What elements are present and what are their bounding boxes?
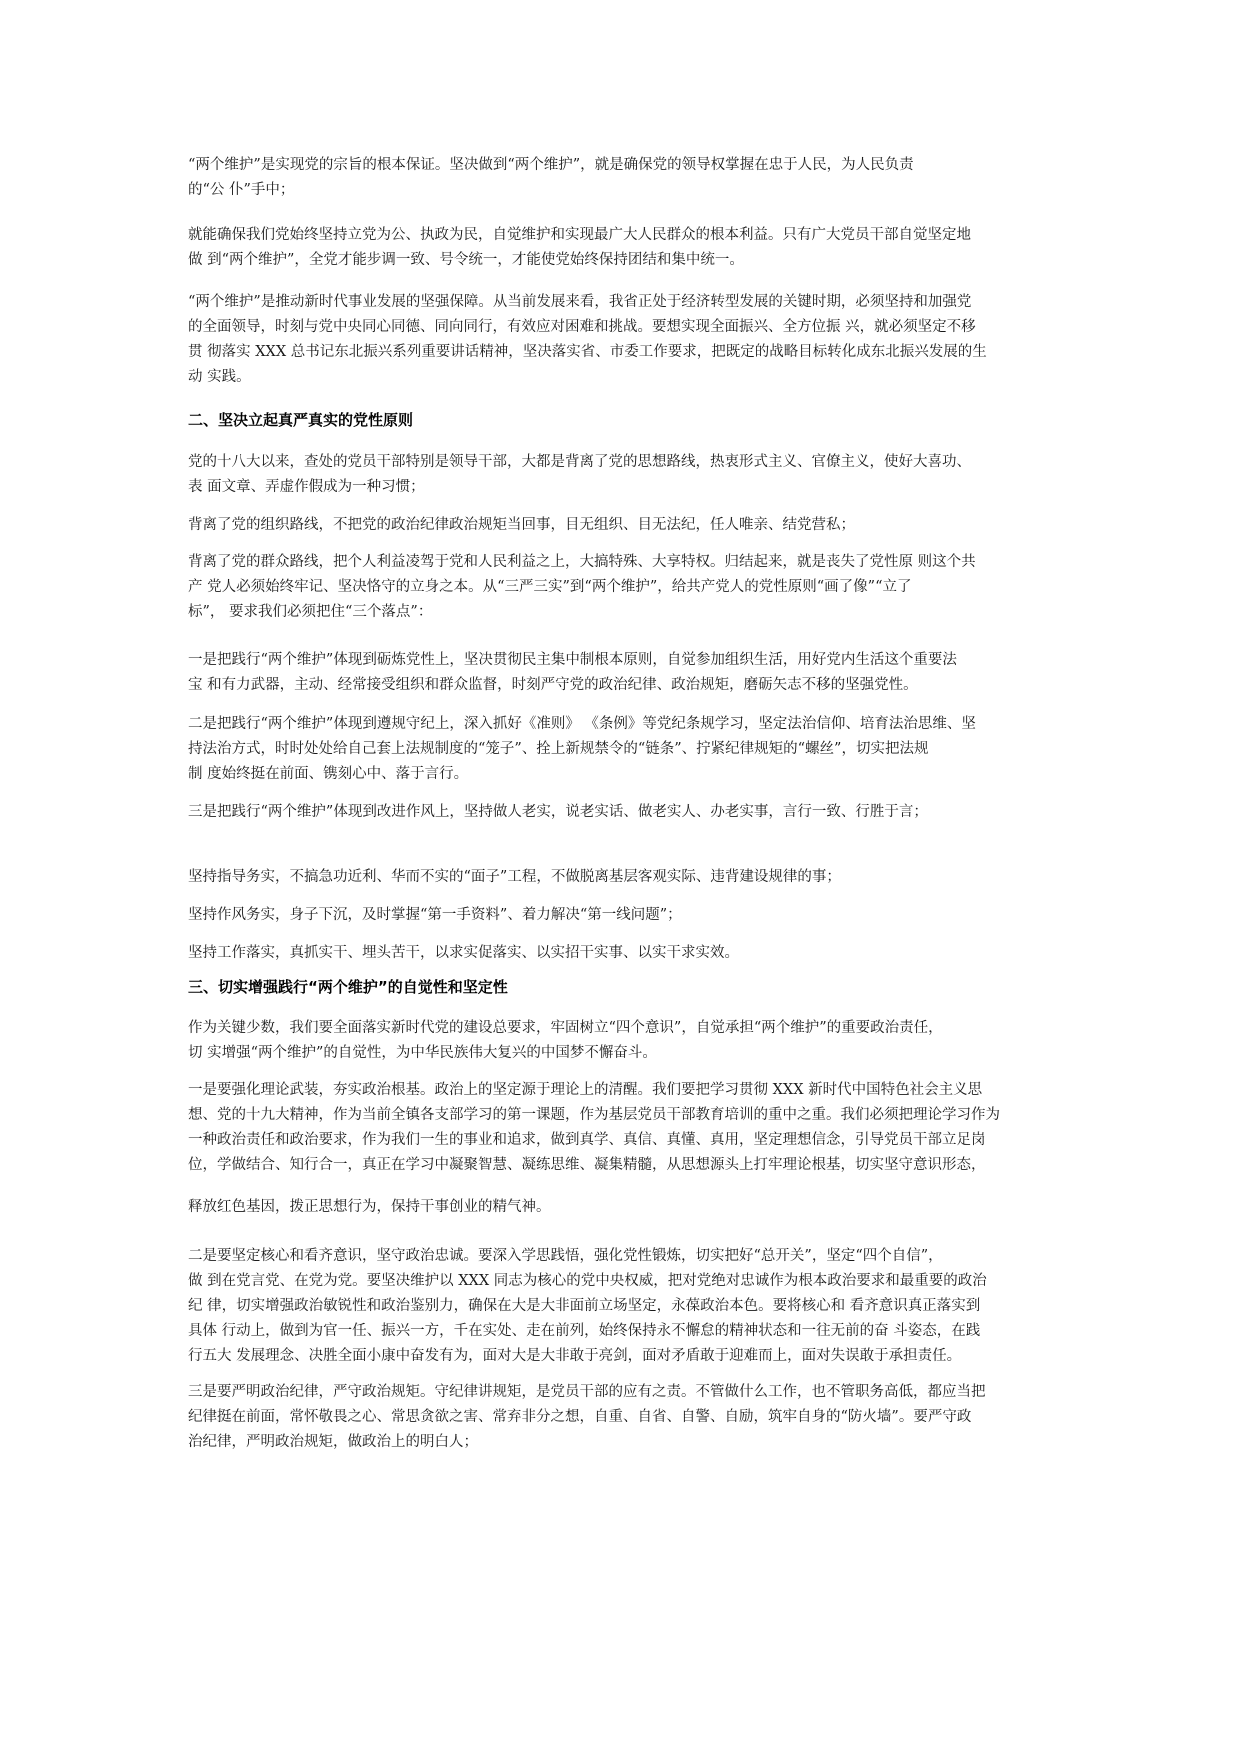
- paragraph: 背离了党的组织路线，不把党的政治纪律政治规矩当回事，目无组织、目无法纪，任人唯亲、结党营私；: [188, 517, 855, 533]
- paragraph: 坚持作风务实，身子下沉，及时掌握“第一手资料”、着力解决“第一线问题”；: [188, 907, 682, 923]
- paragraph: 坚持工作落实，真抓实干、埋头苦干，以求实促落实、以实招干实事、以实干求实效。: [188, 945, 739, 961]
- paragraph: 一是要强化理论武装，夯实政治根基。政治上的坚定源于理论上的清醒。我们要把学习贯彻 XXX 新时代中国特色社会主义思 想、党的十九大精神，作为当前全镇各支部学习的第一课题，作为基层党员干部教育培训的重中之重。我们必须把理论学习作为 一种政治责任和政治要求，作为我们一生的事业和追求，做到真学、真信、真懂、真用，坚定理想信念，引导党员干部立足岗 位，学做结合、知行合一，真正在学习中凝聚智慧、凝练思维、凝集精髓，从思想源头上打牢理论根基，切实坚守意识形态，: [188, 1082, 1000, 1173]
- paragraph: 就能确保我们党始终坚持立党为公、执政为民，自觉维护和实现最广大人民群众的根本利益。只有广大党员干部自觉坚定地 做 到“两个维护”，全党才能步调一致、号令统一，才能使党始终保持团结和集中统一。: [188, 227, 971, 268]
- paragraph: 释放红色基因，拨正思想行为，保持干事创业的精气神。: [188, 1199, 551, 1215]
- paragraph: 坚持指导务实，不搞急功近利、华而不实的“面子”工程，不做脱离基层客观实际、违背建设规律的事；: [188, 869, 841, 885]
- paragraph: 作为关键少数，我们要全面落实新时代党的建设总要求，牢固树立“四个意识”，自觉承担“两个维护”的重要政治责任， 切 实增强“两个维护”的自觉性，为中华民族伟大复兴的中国梦不懈奋斗。: [188, 1020, 943, 1061]
- paragraph: 二是要坚定核心和看齐意识，坚守政治忠诚。要深入学思践悟，强化党性锻炼，切实把好“总开关”，坚定“四个自信”， 做 到在党言党、在党为党。要坚决维护以 XXX 同志为核心的党中央权威，把对党绝对忠诚作为根本政治要求和最重要的政治 纪 律，切实增强政治敏锐性和政治鉴别力，确保在大是大非面前立场坚定，永葆政治本色。要将核心和 看齐意识真正落实到 具体 行动上，做到为官一任、振兴一方，千在实处、走在前列，始终保持永不懈怠的精神状态和一往无前的奋 斗姿态，在践 行五大 发展理念、决胜全面小康中奋发有为，面对大是大非敢于亮剑，面对矛盾敢于迎难而上，面对失误敢于承担责任。: [188, 1248, 987, 1364]
- paragraph: 二是把践行“两个维护”体现到遵规守纪上，深入抓好《准则》 《条例》等党纪条规学习，坚定法治信仰、培育法治思维、坚 持法治方式，时时处处给自己套上法规制度的“笼子”、拴上新规禁令的“链条”、拧紧纪律规矩的“螺丝”，切实把法规 制 度始终挺在前面、镌刻心中、落于言行。: [188, 716, 976, 782]
- section-heading: 三、切实增强践行“两个维护”的自觉性和坚定性: [188, 978, 508, 996]
- paragraph: “两个维护”是推动新时代事业发展的坚强保障。从当前发展来看，我省正处于经济转型发展的关键时期，必须坚持和加强党 的全面领导，时刻与党中央同心同德、同向同行，有效应对困难和挑战。要想实现全面振兴、全方位振 兴，就必须坚定不移 贯 彻落实 XXX 总书记东北振兴系列重要讲话精神，坚决落实省、市委工作要求，把既定的战略目标转化成东北振兴发展的生 动 实践。: [188, 294, 987, 385]
- paragraph: 背离了党的群众路线，把个人利益凌驾于党和人民利益之上，大搞特殊、大享特权。归结起来，就是丧失了党性原 则这个共 产 党人必须始终牢记、坚决恪守的立身之本。从“三严三实”到“两个维护”，给共产党人的党性原则“画了像”“立了 标”， 要求我们必须把住“三个落点”：: [188, 554, 976, 620]
- paragraph: 三是把践行“两个维护”体现到改进作风上，坚持做人老实，说老实话、做老实人、办老实事，言行一致、行胜于言；: [188, 804, 928, 820]
- paragraph: “两个维护”是实现党的宗旨的根本保证。坚决做到“两个维护”，就是确保党的领导权掌握在忠于人民，为人民负责 的“公 仆”手中；: [188, 157, 914, 198]
- paragraph: 党的十八大以来，查处的党员干部特别是领导干部，大都是背离了党的思想路线，热衷形式主义、官僚主义，使好大喜功、 表 面文章、弄虚作假成为一种习惯；: [188, 454, 971, 495]
- section-heading: 二、坚决立起真严真实的党性原则: [188, 411, 414, 429]
- paragraph: 三是要严明政治纪律，严守政治规矩。守纪律讲规矩，是党员干部的应有之责。不管做什么工作，也不管职务高低，都应当把 纪律挺在前面，常怀敬畏之心、常思贪欲之害、常弃非分之想，自重、自省、自警、自励，筑牢自身的“防火墙”。要严守政 治纪律，严明政治规矩，做政治上的明白人；: [188, 1384, 986, 1450]
- paragraph: 一是把践行“两个维护”体现到砺炼党性上，坚决贯彻民主集中制根本原则，自觉参加组织生活，用好党内生活这个重要法 宝 和有力武器，主动、经常接受组织和群众监督，时刻严守党的政治纪律、政治规矩，磨砺矢志不移的坚强党性。: [188, 652, 957, 693]
